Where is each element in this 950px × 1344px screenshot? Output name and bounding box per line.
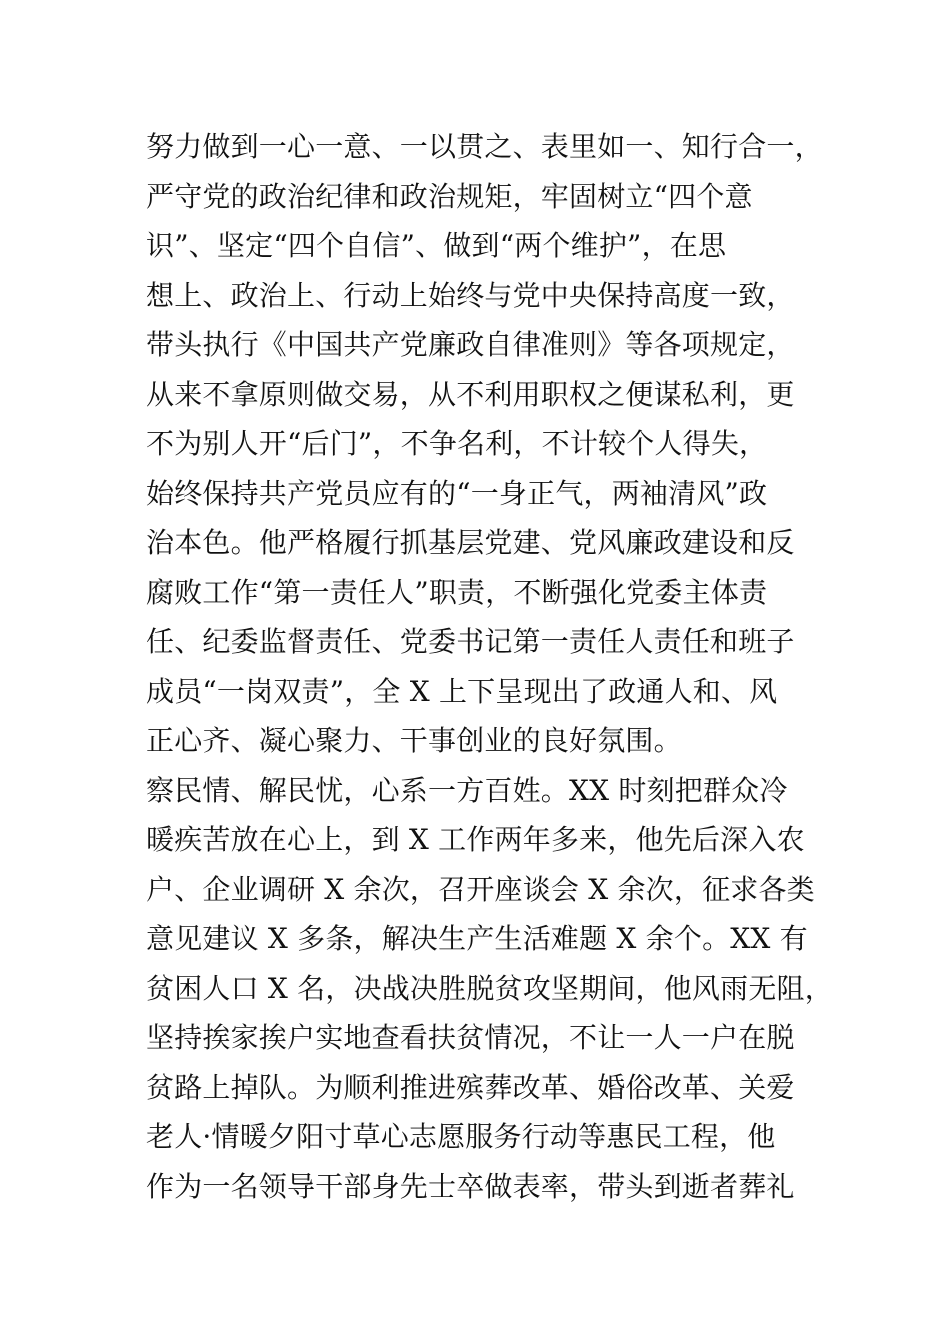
text-line: 不为别人开“后门”，不争名利，不计较个人得失， [146,427,768,460]
text-line: 贫困人口 X 名，决战决胜脱贫攻坚期间，他风雨无阻， [146,971,833,1005]
body-text [146,122,846,1211]
text-line: 始终保持共产党员应有的“一身正气，两袖清风”政 [146,476,768,510]
text-line: 腐败工作“第一责任人”职责，不断强化党委主体责 [146,575,768,609]
text-line: 正心齐、凝心聚力、干事创业的良好氛围。 [146,724,682,757]
text-line: 暖疾苦放在心上，到 X 工作两年多来，他先后深入农 [146,823,805,856]
text-line: 带头执行《中国共产党廉政自律准则》等各项规定， [146,328,795,361]
text-line: 意见建议 X 多条，解决生产生活难题 X 余个。XX 有 [146,922,808,955]
text-line: 察民情、解民忧，心系一方百姓。XX 时刻把群众冷 [146,773,788,807]
text-line: 从来不拿原则做交易，从不利用职权之便谋私利，更 [146,377,795,411]
text-line: 治本色。他严格履行抓基层党建、党风廉政建设和反 [146,526,795,559]
text-line: 成员“一岗双责”，全 X 上下呈现出了政通人和、风 [146,674,778,708]
text-line: 努力做到一心一意、一以贯之、表里如一、知行合一， [146,130,823,163]
text-line: 任、纪委监督责任、党委书记第一责任人责任和班子 [146,625,795,658]
text-line: 坚持挨家挨户实地查看扶贫情况，不让一人一户在脱 [146,1021,795,1054]
text-line: 严守党的政治纪律和政治规矩，牢固树立“四个意 [146,179,753,213]
text-line: 识”、坚定“四个自信”、做到“两个维护”，在思 [146,229,727,262]
text-line: 户、企业调研 X 余次，召开座谈会 X 余次，征求各类 [146,872,815,906]
text-line: 老人·情暖夕阳寸草心志愿服务行动等惠民工程，他 [146,1120,776,1153]
text-line: 作为一名领导干部身先士卒做表率，带头到逝者葬礼 [146,1169,795,1203]
text-line: 贫路上掉队。为顺利推进殡葬改革、婚俗改革、关爱 [146,1070,795,1104]
text-line: 想上、政治上、行动上始终与党中央保持高度一致， [146,278,795,312]
